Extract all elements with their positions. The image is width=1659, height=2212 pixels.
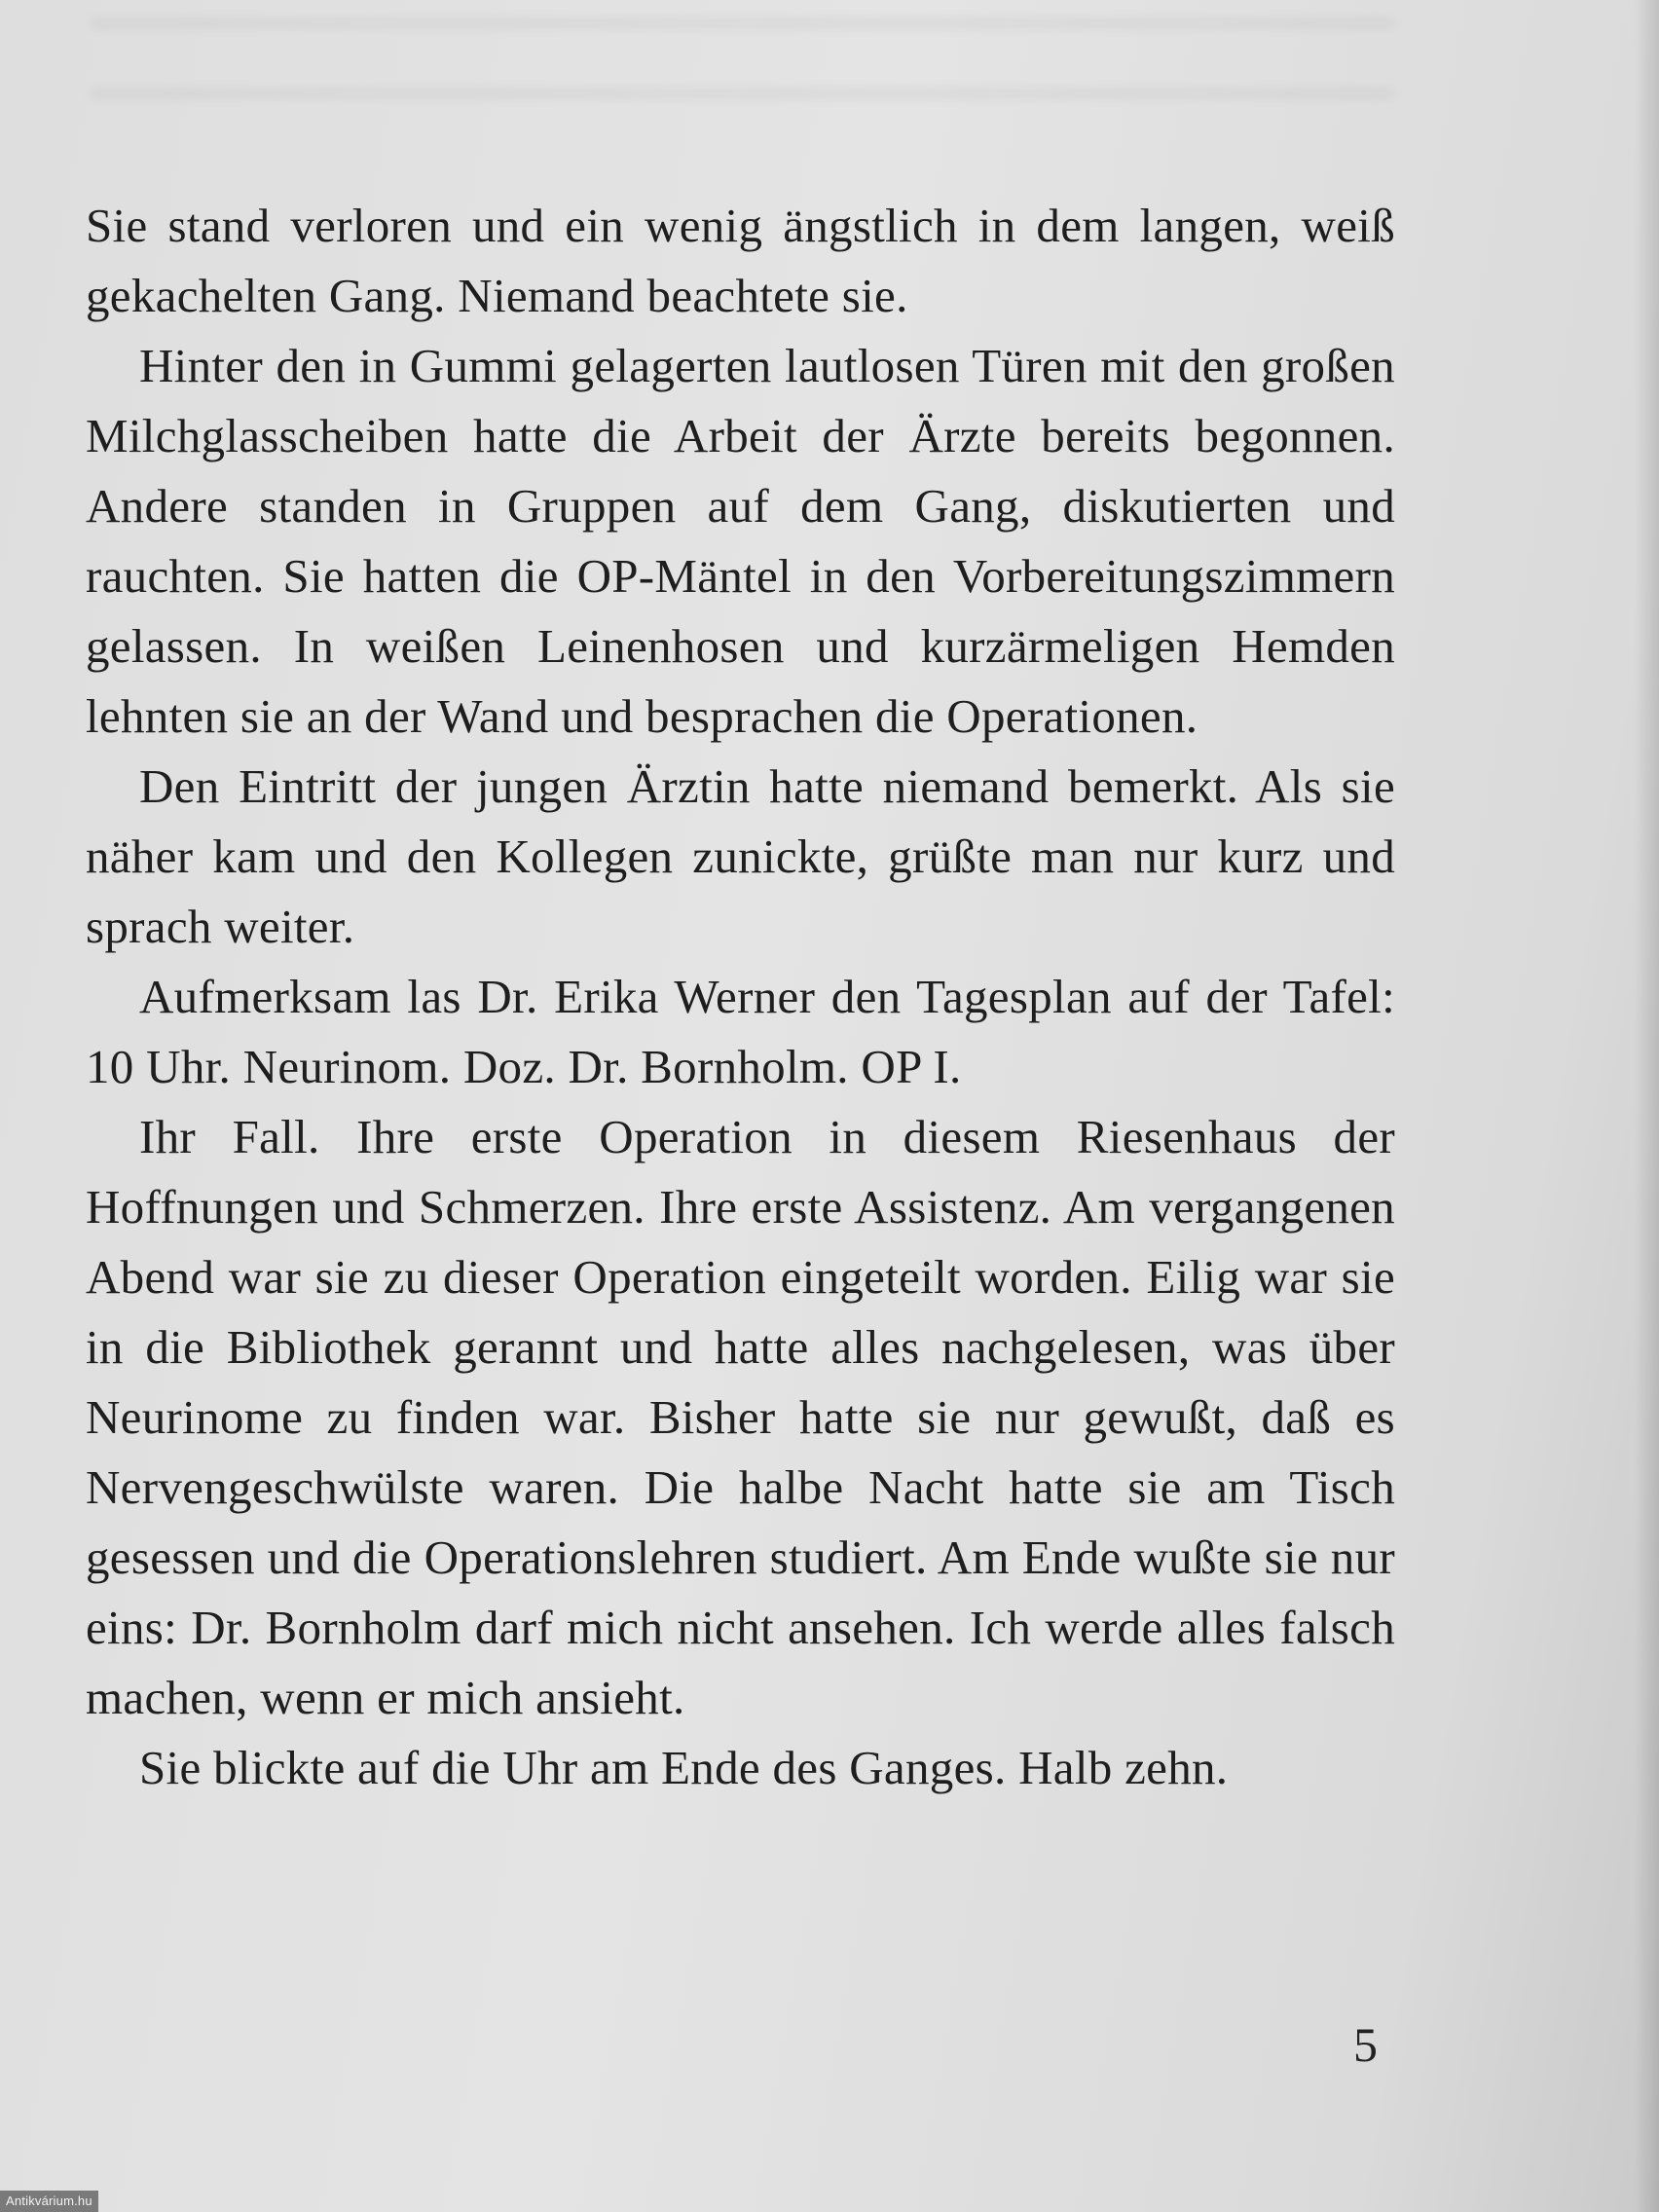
page-number: 5 — [1353, 2017, 1378, 2072]
watermark: Antikvárium.hu — [0, 2191, 98, 2212]
paragraph-3: Den Eintritt der jungen Ärztin hatte niemand bemerkt. Als sie näher kam und den Kollegen zunickte, grüßte man nur kurz und sprach weiter. — [86, 759, 1395, 953]
body-text — [86, 191, 1395, 1803]
paragraph-6: Sie blickte auf die Uhr am Ende des Ganges. Halb zehn. — [139, 1741, 1229, 1794]
paragraph-2: Hinter den in Gummi gelagerten lautlosen Türen mit den großen Milchglasscheiben hatte die Arbeit der Ärzte bereits begonnen. Andere standen in Gruppen auf dem Gang, diskutierten und rauchten. Sie hatten die OP-Mäntel in den Vorbereitungszimmern gelassen. In weißen Leinenhosen und kurzärmeligen Hemden lehnten sie an der Wand und besprachen die Operationen. — [86, 339, 1395, 743]
page-edge-shadow — [1634, 0, 1659, 2212]
paragraph-5: Ihr Fall. Ihre erste Operation in diesem Riesenhaus der Hoffnungen und Schmerzen. Ihre erste Assistenz. Am vergangenen Abend war sie zu dieser Operation eingeteilt worden. Eilig war sie in die Bibliothek gerannt und hatte alles nachgelesen, was über Neurinome zu finden war. Bisher hatte sie nur gewußt, daß es Nervengeschwülste waren. Die halbe Nacht hatte sie am Tisch gesessen und die Operationslehren studiert. Am Ende wußte sie nur eins: Dr. Bornholm darf mich nicht ansehen. Ich werde alles falsch machen, wenn er mich ansieht. — [86, 1110, 1395, 1724]
show-through-text — [90, 19, 1394, 156]
paragraph-4: Aufmerksam las Dr. Erika Werner den Tagesplan auf der Tafel: 10 Uhr. Neurinom. Doz. Dr. Bornholm. OP I. — [86, 970, 1395, 1093]
paragraph-1: Sie stand verloren und ein wenig ängstlich in dem langen, weiß gekachelten Gang. Niemand beachtete sie. — [86, 199, 1395, 322]
